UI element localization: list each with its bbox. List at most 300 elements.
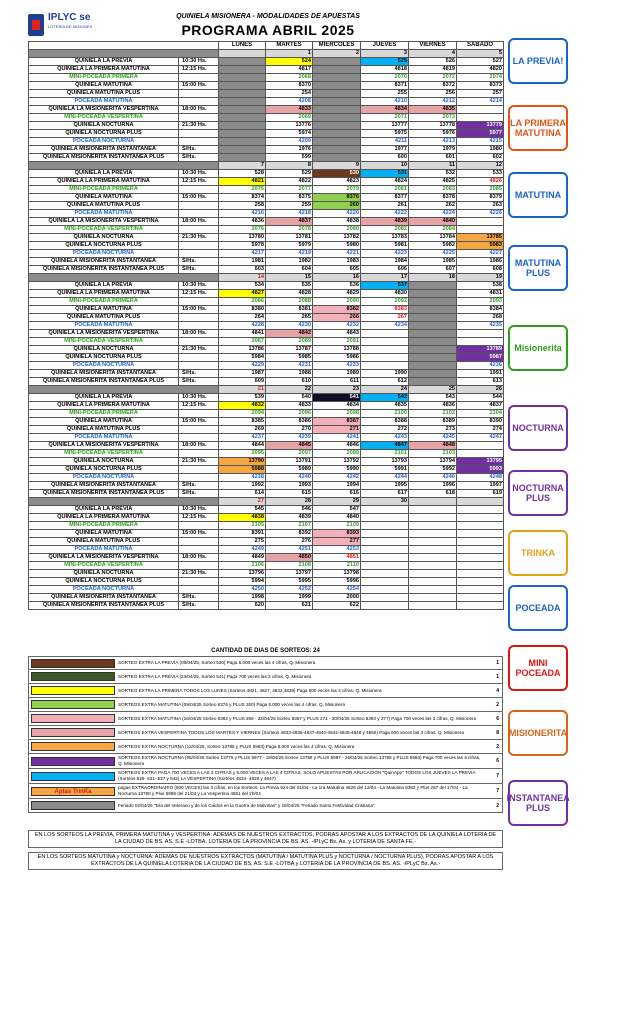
schedule-row: [29, 458, 504, 466]
draw-number: 267: [361, 314, 409, 322]
draw-number: 2101: [361, 450, 409, 458]
draw-number: 265: [266, 314, 313, 322]
draw-number: 8390: [457, 418, 504, 426]
draw-number: 2103: [409, 450, 457, 458]
draw-number: 4830: [361, 290, 409, 298]
draw-number: 4242: [313, 474, 361, 482]
draw-number: 529: [266, 170, 313, 178]
draw-time: [179, 98, 219, 106]
draw-number: 4248: [457, 474, 504, 482]
schedule-row: [29, 138, 504, 146]
draw-number: [457, 442, 504, 450]
draw-number: [361, 538, 409, 546]
draw-time: [179, 242, 219, 250]
draw-number: 4836: [219, 218, 266, 226]
legend-text: SORTEO EXTRA LA PREVIA (09/04/25, Sorteo 530) Paga 5.000 veces las 4 cifras, Q. Misionera: [118, 660, 316, 665]
draw-number: 4244: [361, 474, 409, 482]
game-name: POCEADA MATUTINA: [29, 98, 179, 106]
schedule-row: [29, 354, 504, 362]
draw-number: 1990: [361, 370, 409, 378]
draw-time: S/Hs.: [179, 258, 219, 266]
day-header: JUEVES: [361, 42, 409, 50]
draw-number: 607: [409, 266, 457, 274]
draw-number: 2077: [266, 186, 313, 194]
draw-number: [313, 106, 361, 114]
draw-number: 4831: [457, 290, 504, 298]
draw-number: [457, 338, 504, 346]
draw-time: 18:00 Hs.: [179, 554, 219, 562]
draw-number: 4253: [313, 546, 361, 554]
draw-number: 5992: [409, 466, 457, 474]
draw-number: 13798: [313, 570, 361, 578]
game-name: QUINIELA LA PRIMERA MATUTINA: [29, 66, 179, 74]
draw-number: 257: [457, 90, 504, 98]
draw-number: 4825: [409, 178, 457, 186]
draw-number: 2099: [313, 450, 361, 458]
draw-number: 4252: [266, 586, 313, 594]
game-name: QUINIELA LA MISIONERITA VESPERTINA: [29, 106, 179, 114]
draw-time: [179, 90, 219, 98]
schedule-row: [29, 290, 504, 298]
draw-time: [179, 586, 219, 594]
draw-time: 12:15 Hs.: [179, 402, 219, 410]
draw-number: [361, 530, 409, 538]
draw-time: [179, 314, 219, 322]
draw-number: 2084: [409, 226, 457, 234]
draw-number: 8372: [409, 82, 457, 90]
draw-number: 5984: [219, 354, 266, 362]
draw-number: 617: [361, 490, 409, 498]
draw-number: 2089: [266, 338, 313, 346]
date-cell: 21: [219, 386, 266, 394]
draw-number: 4842: [266, 330, 313, 338]
game-name: QUINIELA LA PRIMERA MATUTINA: [29, 178, 179, 186]
game-name: QUINIELA MATUTINA: [29, 306, 179, 314]
draw-number: 5979: [266, 242, 313, 250]
draw-number: 13793: [361, 458, 409, 466]
schedule-row: [29, 322, 504, 330]
draw-number: 13792: [313, 458, 361, 466]
draw-number: 4837: [457, 402, 504, 410]
draw-number: 269: [219, 426, 266, 434]
draw-number: [361, 338, 409, 346]
schedule-row: [29, 82, 504, 90]
legend-text: SORTEOS EXTRA MATUTINA (09/04/25 Sorteo 8376 y PLUS 260) Paga 5.000 veces las 4 cifras, Q. Misionera: [118, 701, 346, 707]
draw-number: 530: [313, 170, 361, 178]
draw-number: 4843: [313, 330, 361, 338]
draw-time: [179, 538, 219, 546]
draw-number: 4835: [409, 106, 457, 114]
draw-number: 4845: [266, 442, 313, 450]
draw-number: 4211: [361, 138, 409, 146]
nocturna-logo: NOCTURNA: [508, 405, 568, 451]
draw-number: 602: [457, 154, 504, 162]
legend-text: SORTEO EXTRA LA PRIMERA TODOS LOS LUNES (Sorteos 4821, 4827, 4832,4838) Paga 600 veces las 3 cifras, Q. Misionera: [118, 687, 382, 693]
draw-number: [361, 570, 409, 578]
draw-number: 1995: [361, 482, 409, 490]
draw-time: 21:30 Hs.: [179, 234, 219, 242]
draw-number: 5983: [457, 242, 504, 250]
schedule-row: [29, 282, 504, 290]
game-name: QUINIELA LA MISIONERITA VESPERTINA: [29, 218, 179, 226]
draw-number: 2081: [361, 186, 409, 194]
matutina-plus-logo: MATUTINA PLUS: [508, 245, 568, 291]
draw-number: 13787: [266, 346, 313, 354]
draw-number: [219, 138, 266, 146]
date-cell: 28: [266, 498, 313, 506]
draw-time: [179, 226, 219, 234]
draw-number: [409, 290, 457, 298]
draw-number: 603: [219, 266, 266, 274]
draw-time: [179, 354, 219, 362]
draw-number: 5985: [266, 354, 313, 362]
game-name: MINI-POCEADA VESPERTINA: [29, 338, 179, 346]
game-name: QUINIELA MISIONERITA INSTANTANEA PLUS: [29, 378, 179, 386]
date-cell: 19: [457, 274, 504, 282]
draw-number: 4249: [219, 546, 266, 554]
matutina-logo: MATUTINA: [508, 172, 568, 218]
date-cell: 2: [313, 50, 361, 58]
draw-number: 2108: [266, 562, 313, 570]
draw-number: 2093: [457, 298, 504, 306]
game-name: QUINIELA MATUTINA PLUS: [29, 426, 179, 434]
game-name: QUINIELA MATUTINA PLUS: [29, 538, 179, 546]
schedule-row: [29, 442, 504, 450]
draw-number: 274: [457, 426, 504, 434]
draw-number: 4232: [313, 322, 361, 330]
draw-number: 4822: [266, 178, 313, 186]
date-cell: 18: [409, 274, 457, 282]
draw-number: 260: [313, 202, 361, 210]
draw-number: 612: [361, 378, 409, 386]
date-cell: 24: [361, 386, 409, 394]
draw-number: 5974: [266, 130, 313, 138]
game-name: MINI-POCEADA PRIMERA: [29, 186, 179, 194]
draw-number: 256: [409, 90, 457, 98]
schedule-row: [29, 514, 504, 522]
draw-number: 4225: [409, 250, 457, 258]
schedule-row: [29, 402, 504, 410]
draw-number: 2091: [313, 338, 361, 346]
draw-number: 272: [361, 426, 409, 434]
draw-number: 8382: [313, 306, 361, 314]
draw-number: 8389: [409, 418, 457, 426]
draw-number: 4215: [457, 138, 504, 146]
draw-number: 533: [457, 170, 504, 178]
draw-number: [457, 570, 504, 578]
game-name: QUINIELA MISIONERITA INSTANTANEA: [29, 370, 179, 378]
draw-number: 527: [457, 58, 504, 66]
draw-number: [457, 506, 504, 514]
date-cell: [409, 498, 457, 506]
schedule-row: [29, 418, 504, 426]
draw-number: 4218: [266, 210, 313, 218]
legend-swatch: [31, 659, 115, 668]
draw-number: 268: [457, 314, 504, 322]
draw-number: [409, 370, 457, 378]
date-cell: 16: [313, 274, 361, 282]
game-name: QUINIELA MISIONERITA INSTANTANEA PLUS: [29, 490, 179, 498]
game-name: QUINIELA MISIONERITA INSTANTANEA: [29, 482, 179, 490]
schedule-row: [29, 410, 504, 418]
draw-number: 264: [219, 314, 266, 322]
draw-number: 525: [361, 58, 409, 66]
draw-number: 2072: [409, 74, 457, 82]
game-name: QUINIELA NOCTURNA: [29, 570, 179, 578]
draw-number: 1984: [361, 258, 409, 266]
draw-number: 4850: [266, 554, 313, 562]
draw-number: 545: [219, 506, 266, 514]
schedule-row: [29, 330, 504, 338]
game-name: POCEADA NOCTURNA: [29, 362, 179, 370]
draw-number: [219, 130, 266, 138]
nocturna-plus-logo: NOCTURNA PLUS: [508, 470, 568, 516]
draw-number: [313, 58, 361, 66]
game-name: QUINIELA LA MISIONERITA VESPERTINA: [29, 442, 179, 450]
draw-number: 5996: [313, 578, 361, 586]
draw-number: 1992: [219, 482, 266, 490]
logo-name: IPLYC se: [48, 12, 91, 23]
schedule-row: [29, 202, 504, 210]
draw-number: 4241: [313, 434, 361, 442]
draw-number: 2075: [219, 186, 266, 194]
date-cell: 26: [457, 386, 504, 394]
draw-number: 613: [457, 378, 504, 386]
legend-text: SORTEOS EXTRA MATUTINA (16/04/25 Sorteo 8382 y PLUS 266 - 22/04/25 Sorteo 8387 y PLUS 271 - 30/04/25 Sorteo 8393 y 277) Paga 700 veces las 3 cifras, Q. Misionera: [118, 715, 477, 721]
draw-time: 10:30 Hs.: [179, 282, 219, 290]
draw-number: 2069: [266, 114, 313, 122]
draw-number: [219, 98, 266, 106]
game-name: QUINIELA NOCTURNA: [29, 122, 179, 130]
draw-number: 8379: [457, 194, 504, 202]
draw-number: [219, 154, 266, 162]
draw-time: [179, 138, 219, 146]
draw-number: 4833: [266, 402, 313, 410]
game-name: QUINIELA MATUTINA PLUS: [29, 90, 179, 98]
draw-number: 1993: [266, 482, 313, 490]
date-cell: 7: [219, 162, 266, 170]
game-name: QUINIELA LA PRIMERA MATUTINA: [29, 514, 179, 522]
draw-number: [409, 602, 457, 610]
draw-number: 5981: [361, 242, 409, 250]
draw-number: 2071: [361, 114, 409, 122]
game-name: MINI-POCEADA PRIMERA: [29, 298, 179, 306]
draw-number: 277: [313, 538, 361, 546]
legend-swatch: [31, 700, 115, 709]
draw-number: [313, 82, 361, 90]
draw-number: [457, 530, 504, 538]
schedule-row: [29, 530, 504, 538]
draw-number: [313, 74, 361, 82]
draw-number: 4208: [266, 98, 313, 106]
week-date-row: [29, 386, 504, 394]
draw-number: 546: [266, 506, 313, 514]
poceada-logo: POCEADA: [508, 585, 568, 631]
blank-header-cell: [29, 42, 219, 50]
draw-number: 8373: [457, 82, 504, 90]
draw-number: 1985: [409, 258, 457, 266]
draw-number: 4219: [266, 250, 313, 258]
draw-number: [361, 362, 409, 370]
draw-number: [361, 562, 409, 570]
draw-number: 600: [361, 154, 409, 162]
game-name: QUINIELA LA MISIONERITA VESPERTINA: [29, 330, 179, 338]
game-name: QUINIELA MATUTINA: [29, 194, 179, 202]
draw-time: S/Hs.: [179, 490, 219, 498]
draw-number: 2083: [409, 186, 457, 194]
legend-title: CANTIDAD DE DIAS DE SORTEOS: 24: [211, 648, 320, 654]
draw-number: [313, 90, 361, 98]
draw-time: 18:00 Hs.: [179, 218, 219, 226]
draw-number: 608: [457, 266, 504, 274]
draw-number: 4836: [409, 402, 457, 410]
schedule-row: [29, 362, 504, 370]
draw-time: [179, 186, 219, 194]
draw-number: 2098: [313, 410, 361, 418]
draw-number: 539: [219, 394, 266, 402]
draw-number: 5976: [409, 130, 457, 138]
draw-number: 2087: [219, 338, 266, 346]
draw-number: 8380: [219, 306, 266, 314]
previa-logo: LA PREVIA!: [508, 38, 568, 84]
draw-number: 537: [361, 282, 409, 290]
draw-number: 524: [266, 58, 313, 66]
schedule-row: [29, 546, 504, 554]
draw-number: [409, 562, 457, 570]
legend-count: 6: [496, 758, 499, 764]
draw-number: [409, 306, 457, 314]
draw-number: 4250: [219, 586, 266, 594]
game-name: MINI-POCEADA VESPERTINA: [29, 114, 179, 122]
draw-number: 8388: [361, 418, 409, 426]
draw-number: 13779: [457, 122, 504, 130]
draw-number: 8384: [457, 306, 504, 314]
draw-number: [457, 546, 504, 554]
game-name: MINI-POCEADA PRIMERA: [29, 74, 179, 82]
draw-number: 13776: [266, 122, 313, 130]
schedule-row: [29, 306, 504, 314]
program-title: PROGRAMA ABRIL 2025: [181, 22, 355, 38]
draw-number: 4254: [313, 586, 361, 594]
game-name: QUINIELA NOCTURNA PLUS: [29, 354, 179, 362]
draw-number: [457, 602, 504, 610]
legend-count: 4: [496, 687, 499, 694]
draw-number: 4238: [219, 474, 266, 482]
draw-number: 5988: [219, 466, 266, 474]
draw-number: 2079: [313, 186, 361, 194]
schedule-row: [29, 186, 504, 194]
schedule-row: [29, 578, 504, 586]
draw-number: 5978: [219, 242, 266, 250]
draw-number: [361, 578, 409, 586]
draw-time: S/Hs.: [179, 146, 219, 154]
draw-time: [179, 130, 219, 138]
schedule-row: [29, 338, 504, 346]
draw-number: 8370: [266, 82, 313, 90]
date-cell: 12: [457, 162, 504, 170]
draw-number: 4226: [457, 210, 504, 218]
legend-text: SORTEOS EXTRA NOCTURNA (12/04/25, Sorteo 13785 y PLUS 5983) Paga 5.000 veces las 4 cifras, Q. Misionera: [118, 743, 355, 749]
draw-number: [409, 298, 457, 306]
draw-number: [361, 354, 409, 362]
game-name: QUINIELA MATUTINA PLUS: [29, 202, 179, 210]
schedule-row: [29, 226, 504, 234]
draw-number: 2092: [361, 298, 409, 306]
legend-text: SORTEOS EXTRA PAGA 700 VECES A LAS 3 CIFRAS y 5.000 VECES A LAS 4 CIFRAS. SOLO APUESTAS POR APLICACIÓN "QuinApp" TODOS LOS JUEVES LA PREVIA (Sorteos 525- 531- 537 y 542) LA VESPERTINA (Sorteos 4834- 4839 y 4847): [118, 770, 476, 781]
schedule-row: [29, 434, 504, 442]
draw-number: 5986: [313, 354, 361, 362]
draw-number: 4841: [219, 330, 266, 338]
draw-number: 4240: [266, 474, 313, 482]
date-cell: 8: [266, 162, 313, 170]
draw-number: [457, 586, 504, 594]
draw-number: 2105: [219, 522, 266, 530]
draw-number: [409, 506, 457, 514]
draw-number: 13786: [219, 346, 266, 354]
date-cell: 3: [361, 50, 409, 58]
draw-number: 4210: [361, 98, 409, 106]
legend-text: SORTEOS EXTRA VESPERTINA TODOS LOS MARTES Y VIERNES (Sorteos 4833-4836-4837-4840-4842-4845-4848 y 4850) Paga 600 veces las 3 cifras, Q. Misionera: [118, 729, 464, 735]
legend-row: [28, 754, 503, 769]
draw-number: 4230: [266, 322, 313, 330]
draw-time: 21:30 Hs.: [179, 458, 219, 466]
draw-number: [361, 346, 409, 354]
draw-number: [457, 538, 504, 546]
draw-number: 5993: [457, 466, 504, 474]
draw-number: 2097: [266, 450, 313, 458]
week-date-row: [29, 162, 504, 170]
schedule-row: [29, 114, 504, 122]
schedule-row: [29, 130, 504, 138]
draw-number: 532: [409, 170, 457, 178]
game-name: QUINIELA MATUTINA: [29, 418, 179, 426]
legend-text: Feriado 02/04/25 "Día del Veterano y de los Caidos en la Guerra de Malvinas" y 18/04/25 "Feriado Santo Festividad Cristiana": [118, 802, 375, 808]
game-name: POCEADA MATUTINA: [29, 434, 179, 442]
draw-number: 5995: [266, 578, 313, 586]
draw-time: 12:15 Hs.: [179, 178, 219, 186]
schedule-row: [29, 90, 504, 98]
draw-number: [313, 98, 361, 106]
draw-number: [219, 122, 266, 130]
draw-number: 5991: [361, 466, 409, 474]
schedule-row: [29, 450, 504, 458]
date-cell: 10: [361, 162, 409, 170]
footer-note-1: EN LOS SORTEOS LA PREVIA, PRIMERA MATUTINA y VESPERTINA: ADEMAS DE NUESTROS EXTRACTOS, PODRAS APOSTAR A LOS EXTRACTOS DE LA QUINIELA LOTERIA DE LA CIUDAD DE BS. AS. S.E -LOTBA, LOTERIA DE LA PROVINCIA DE BS. AS. -IPLyC Bs. As. y LOTERIA DE SANTA FE.-: [28, 830, 503, 848]
draw-time: 21:30 Hs.: [179, 346, 219, 354]
draw-number: 620: [219, 602, 266, 610]
draw-number: [457, 114, 504, 122]
date-cell: 30: [361, 498, 409, 506]
draw-time: 12:15 Hs.: [179, 66, 219, 74]
draw-number: 618: [409, 490, 457, 498]
draw-number: 4224: [409, 210, 457, 218]
game-name: QUINIELA NOCTURNA: [29, 234, 179, 242]
legend-swatch: [31, 757, 115, 766]
draw-number: 2070: [361, 74, 409, 82]
draw-number: [361, 602, 409, 610]
draw-number: [457, 106, 504, 114]
draw-number: 8374: [219, 194, 266, 202]
draw-time: S/Hs.: [179, 266, 219, 274]
draw-time: 12:15 Hs.: [179, 290, 219, 298]
legend-count: 1: [496, 673, 499, 680]
draw-number: 2102: [409, 410, 457, 418]
draw-time: S/Hs.: [179, 594, 219, 602]
game-name: QUINIELA LA MISIONERITA VESPERTINA: [29, 554, 179, 562]
draw-number: [457, 218, 504, 226]
draw-number: [409, 322, 457, 330]
draw-time: 21:30 Hs.: [179, 570, 219, 578]
